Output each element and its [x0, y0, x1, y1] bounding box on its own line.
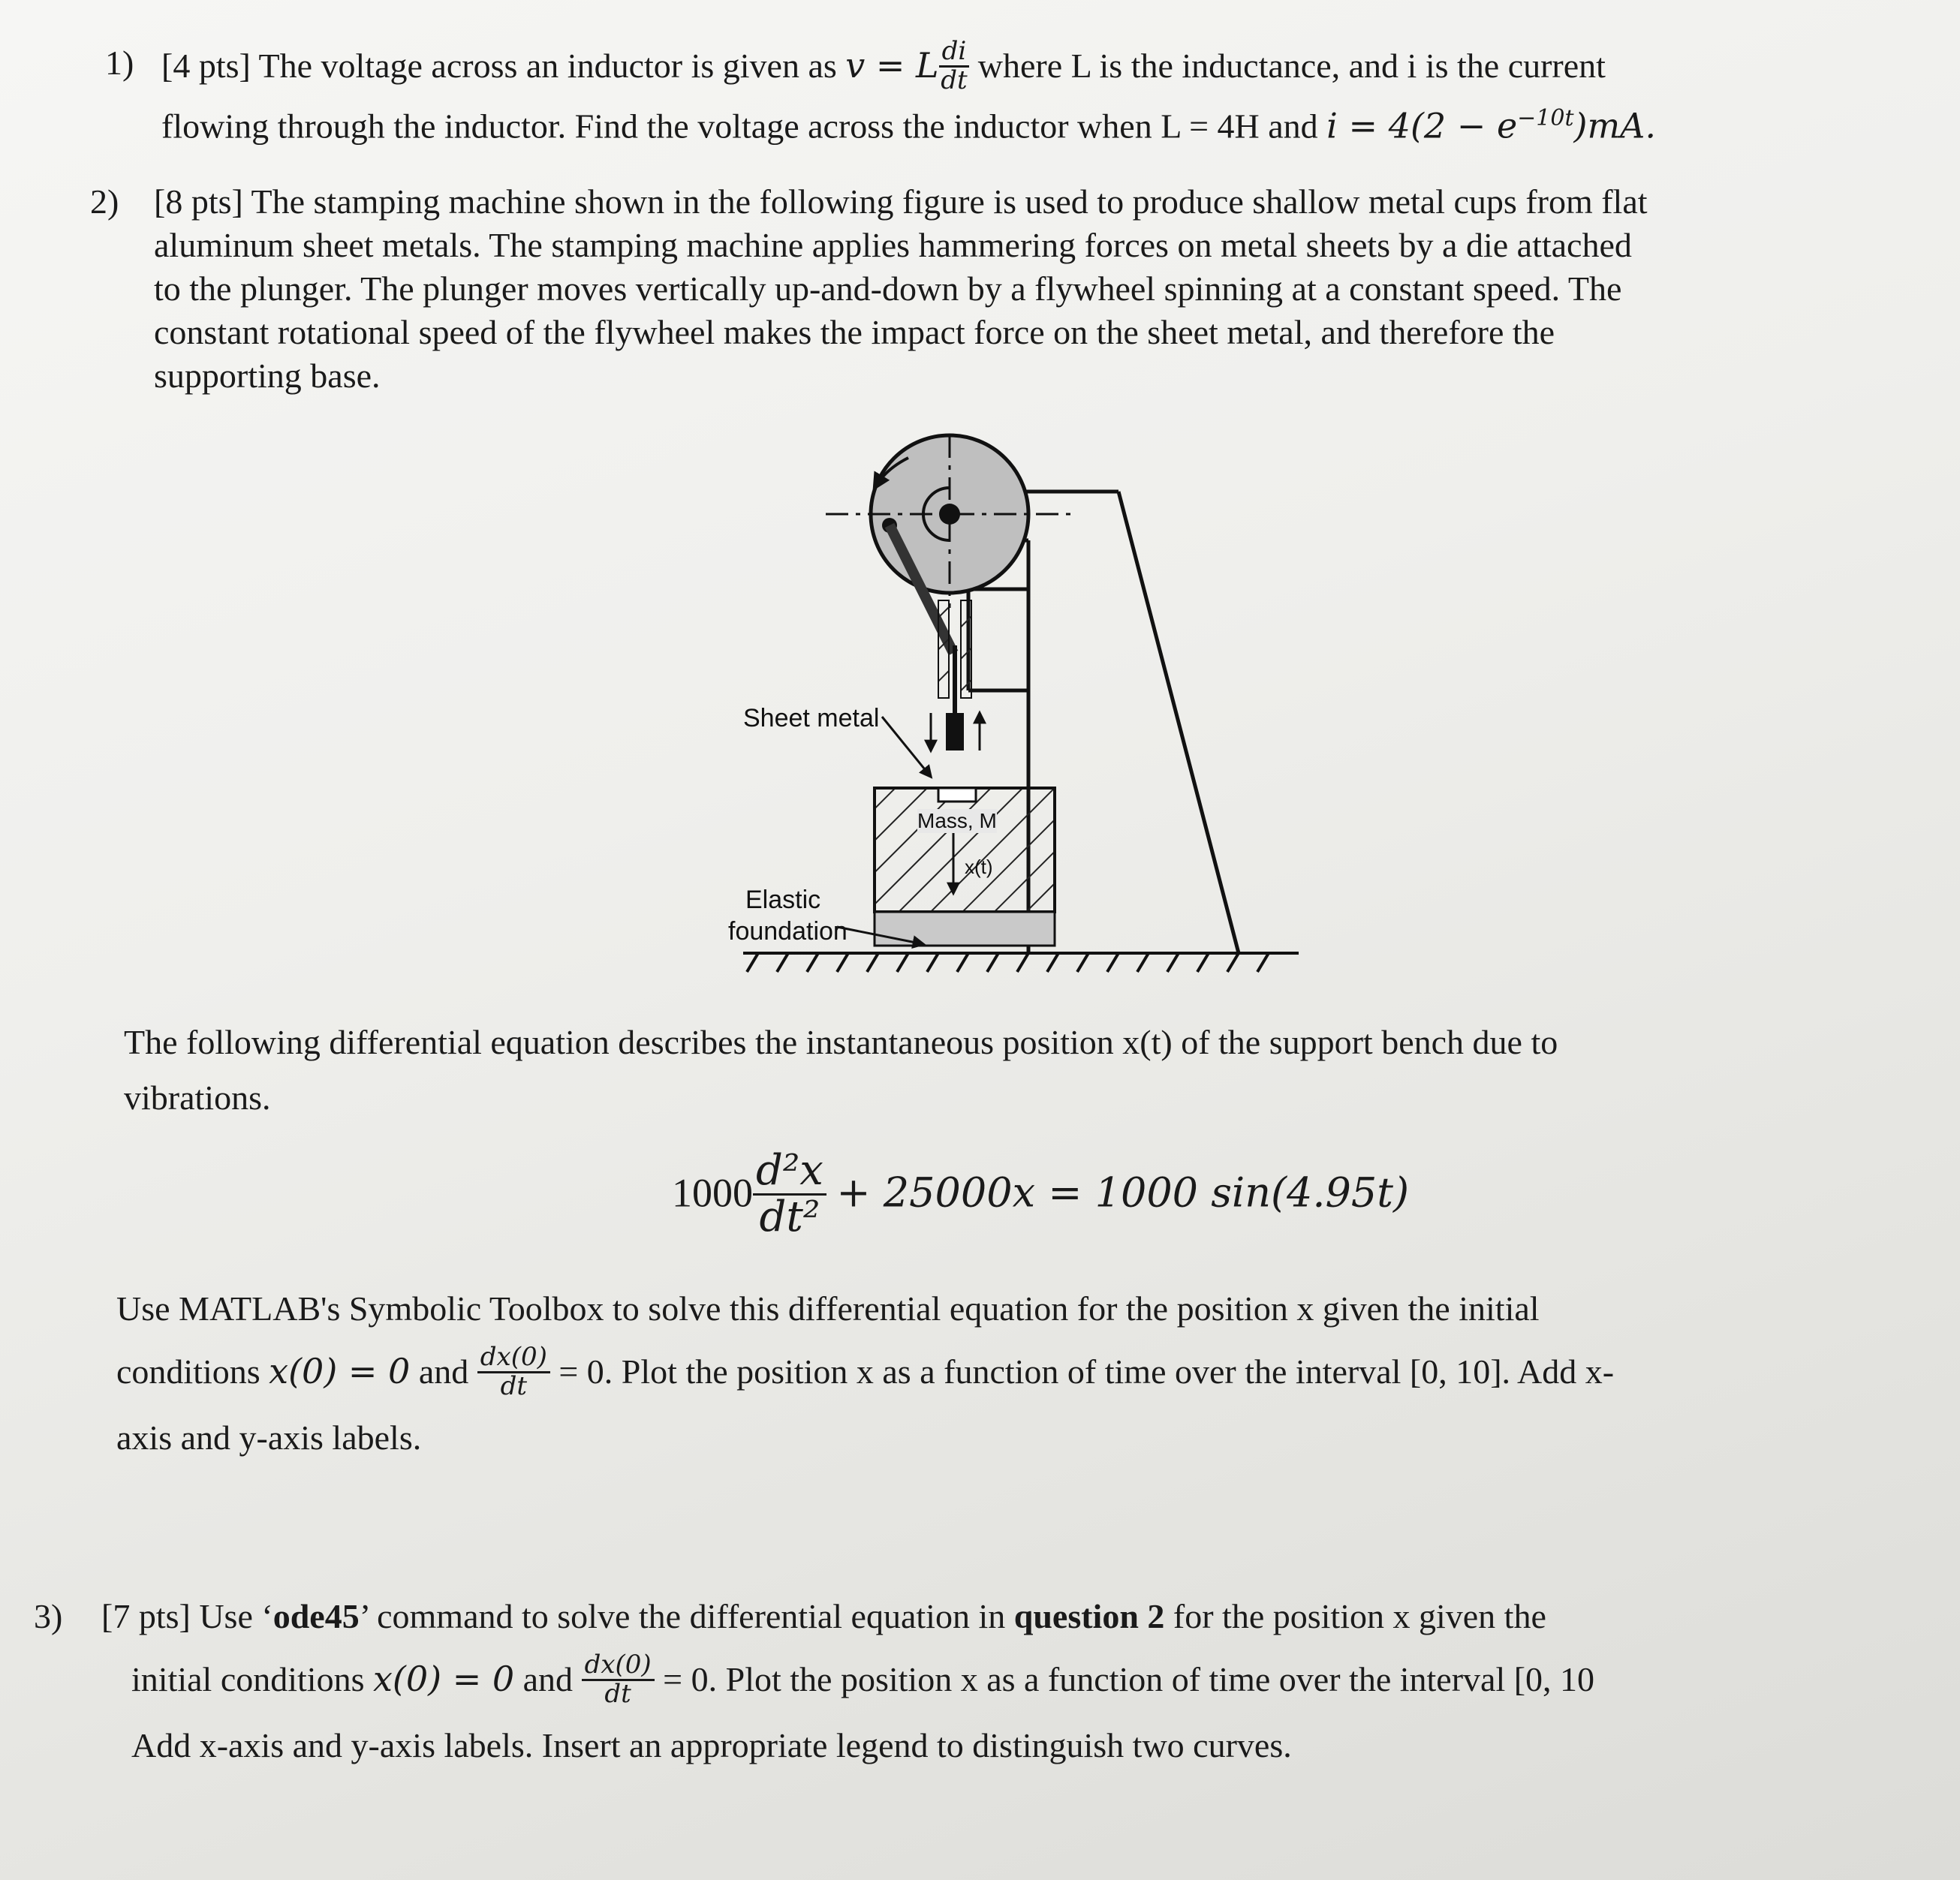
question-number: 3): [34, 1597, 63, 1635]
second-derivative-fraction: $\frac{\text{d²x}}{\text{dt²}}$: [753, 1149, 826, 1240]
elastic-label: Elastic: [745, 886, 821, 914]
initial-velocity-fraction: $\frac{dx(0)}{dt}$: [582, 1652, 655, 1707]
initial-velocity-fraction: $\frac{dx(0)}{dt}$: [477, 1344, 550, 1400]
points: [4 pts]: [161, 46, 251, 85]
q2-paragraph: [8 pts] The stamping machine shown in the following figure is used to produce shallow metal cups from flat aluminum sheet metals. The stamping machine applies hammering forces on metal sheets by a die attached to the plunger. The plunger moves vertically up-and-down by a flywheel spinning at a constant speed. The constant rotational speed of the flywheel makes the impact force on the sheet metal, and therefore the supporting base.: [154, 182, 1648, 395]
flywheel: [826, 435, 1073, 608]
q1-line-1: [4 pts] The voltage across an inductor is given as v = L $\frac{di}{dt}$ where L is the inductance, and i is the current: [161, 36, 1606, 95]
differential-equation: 1000 $\frac{\text{d²x}}{\text{dt²}}$ + 25000x = 1000 sin(4.95t): [672, 1146, 1410, 1241]
question-number: 1): [105, 44, 134, 82]
x-of-t-label: x(t): [965, 856, 993, 878]
sheet-metal-label: Sheet metal: [743, 704, 880, 732]
ode45-command: ode45: [272, 1597, 360, 1635]
q2-description: The following differential equation describes the instantaneous position x(t) of the support bench due to vibrations.: [124, 1023, 1558, 1117]
question-2-reference: question 2: [1013, 1597, 1165, 1635]
worksheet-page: 1) [4 pts] The voltage across an inductor is given as v = L $\frac{di}{dt}$ where L is the inductance, and i is the current flowing through the inductor. Find the voltage across the inductor when L = 4H and $i = 4(2 - e^{-10t})mA$. 2) [8 pts] The stamping machine shown in the following figure is used to produce shallow metal cups from flat aluminum sheet metals. The stamping machine applies hammering forces on metal sheets by a die attached to the plunger. The plunger moves vertically up-and-down by a flywheel spinning at a constant speed. The constant rotational speed of the flywheel makes the impact force on the sheet metal, and therefore the supporting base. Sheet metal Mass, M x(t) Elastic foundation The following differential equation describes the instantaneous position x(t) of the support bench due to vibrations. 1000 $\frac{\text{d²x}}{\text{dt²}}$ + 25000x = 1000 sin(4.95t) Use MATLAB's Symbolic Toolbox to solve this differential equation for the position x given the initial conditions x(0) = 0 and $\frac{dx(0)}{dt}$ = 0. Plot the position x as a function of time over the interval [0, 10]. Add x- axis and y-axis labels. 3) [7 pts] Use ‘ode45’ command to solve the differential equation in question 2 for the position x given the initial conditions x(0) = 0 and $\frac{dx(0)}{dt}$ = 0. Plot the position x as a function of time over the interval [0, 10 Add x-axis and y-axis labels. Insert an appropriate legend to distinguish two curves.: [0, 0, 1960, 1880]
q2-instructions: Use MATLAB's Symbolic Toolbox to solve this differential equation for the position x given the initial conditions x(0) = 0 and $\frac{dx(0)}{dt}$ = 0. Plot the position x as a function of time over the interval [0, 10]. Add x- axis and y-axis labels.: [116, 1289, 1615, 1457]
ground: [743, 953, 1299, 972]
question-number: 2): [90, 182, 119, 221]
derivative-fraction: $\frac{di}{dt}$: [939, 38, 970, 94]
q1-line-2: flowing through the inductor. Find the voltage across the inductor when L = 4H and $i = 4(2 - e^{-10t})mA$.: [161, 105, 1656, 146]
foundation-label: foundation: [728, 917, 848, 946]
mass-label: Mass, M: [917, 809, 997, 832]
